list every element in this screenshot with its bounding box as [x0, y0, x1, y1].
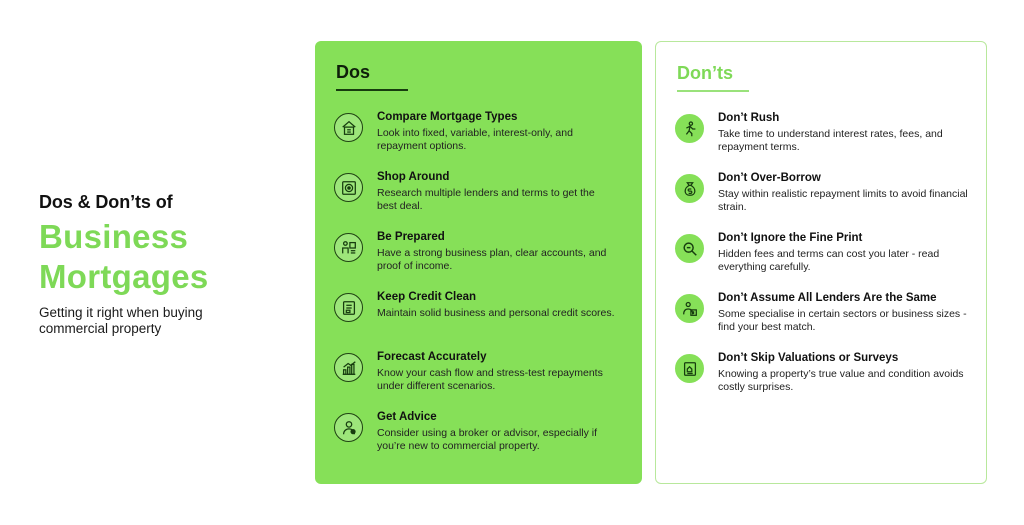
dos-item-forecast-accurately	[334, 351, 628, 411]
dos-list	[334, 111, 628, 471]
item-description: Research multiple lenders and terms to get the best deal.	[377, 187, 595, 212]
dos-item-shop-around	[334, 171, 628, 231]
house-document-icon	[334, 113, 363, 142]
survey-report-icon	[675, 354, 704, 383]
intro-block	[39, 192, 299, 337]
item-description: Stay within realistic repayment limits to avoid financial strain.	[718, 188, 968, 213]
credit-report-icon	[334, 293, 363, 322]
donts-item-dont-skip-valuations	[675, 352, 972, 412]
item-title: Don’t Rush	[718, 112, 780, 124]
item-title: Compare Mortgage Types	[377, 111, 518, 123]
item-description: Know your cash flow and stress-test repayments under different scenarios.	[377, 367, 603, 392]
running-person-icon	[675, 114, 704, 143]
item-title: Get Advice	[377, 411, 437, 423]
target-icon	[334, 173, 363, 202]
donts-item-dont-rush	[675, 112, 972, 172]
intro-kicker: Dos & Don’ts of	[39, 192, 173, 212]
item-description: Maintain solid business and personal credit scores.	[377, 307, 615, 319]
item-description: Look into fixed, variable, interest-only, and repayment options.	[377, 127, 573, 152]
dos-title: Dos	[336, 62, 371, 82]
money-bag-icon	[675, 174, 704, 203]
item-title: Don’t Skip Valuations or Surveys	[718, 352, 899, 364]
presentation-icon	[334, 233, 363, 262]
headline-line-1: Business	[39, 218, 189, 255]
item-title: Don’t Over-Borrow	[718, 172, 821, 184]
dos-title-underline	[336, 89, 408, 91]
donts-list	[675, 112, 972, 412]
dos-panel	[315, 41, 642, 484]
donts-item-dont-over-borrow	[675, 172, 972, 232]
item-title: Don’t Assume All Lenders Are the Same	[718, 292, 937, 304]
item-description: Hidden fees and terms can cost you later - read everything carefully.	[718, 248, 940, 273]
donts-title: Don’ts	[677, 63, 733, 83]
item-title: Shop Around	[377, 171, 450, 183]
donts-title-underline	[677, 90, 749, 92]
dos-item-compare-mortgage-types	[334, 111, 628, 171]
donts-item-dont-assume-lenders-same	[675, 292, 972, 352]
growth-chart-icon	[334, 353, 363, 382]
item-description: Knowing a property’s true value and condition avoids costly surprises.	[718, 368, 964, 393]
item-title: Be Prepared	[377, 231, 445, 243]
dos-item-be-prepared	[334, 231, 628, 291]
headline-line-2: Mortgages	[39, 258, 209, 295]
item-title: Don’t Ignore the Fine Print	[718, 232, 863, 244]
donts-item-dont-ignore-fine-print	[675, 232, 972, 292]
dos-item-keep-credit-clean	[334, 291, 628, 351]
item-description: Take time to understand interest rates, fees, and repayment terms.	[718, 128, 943, 153]
item-description: Some specialise in certain sectors or business sizes - find your best match.	[718, 308, 967, 333]
item-title: Keep Credit Clean	[377, 291, 477, 303]
donts-panel	[655, 41, 987, 484]
item-description: Consider using a broker or advisor, especially if you’re new to commercial property.	[377, 427, 598, 452]
advisor-icon	[334, 413, 363, 442]
lender-icon	[675, 294, 704, 323]
dos-item-get-advice	[334, 411, 628, 471]
intro-subtitle: Getting it right when buying commercial property	[39, 305, 203, 336]
intro-headline	[39, 217, 299, 297]
item-title: Forecast Accurately	[377, 351, 487, 363]
item-description: Have a strong business plan, clear accounts, and proof of income.	[377, 247, 607, 272]
magnifier-icon	[675, 234, 704, 263]
